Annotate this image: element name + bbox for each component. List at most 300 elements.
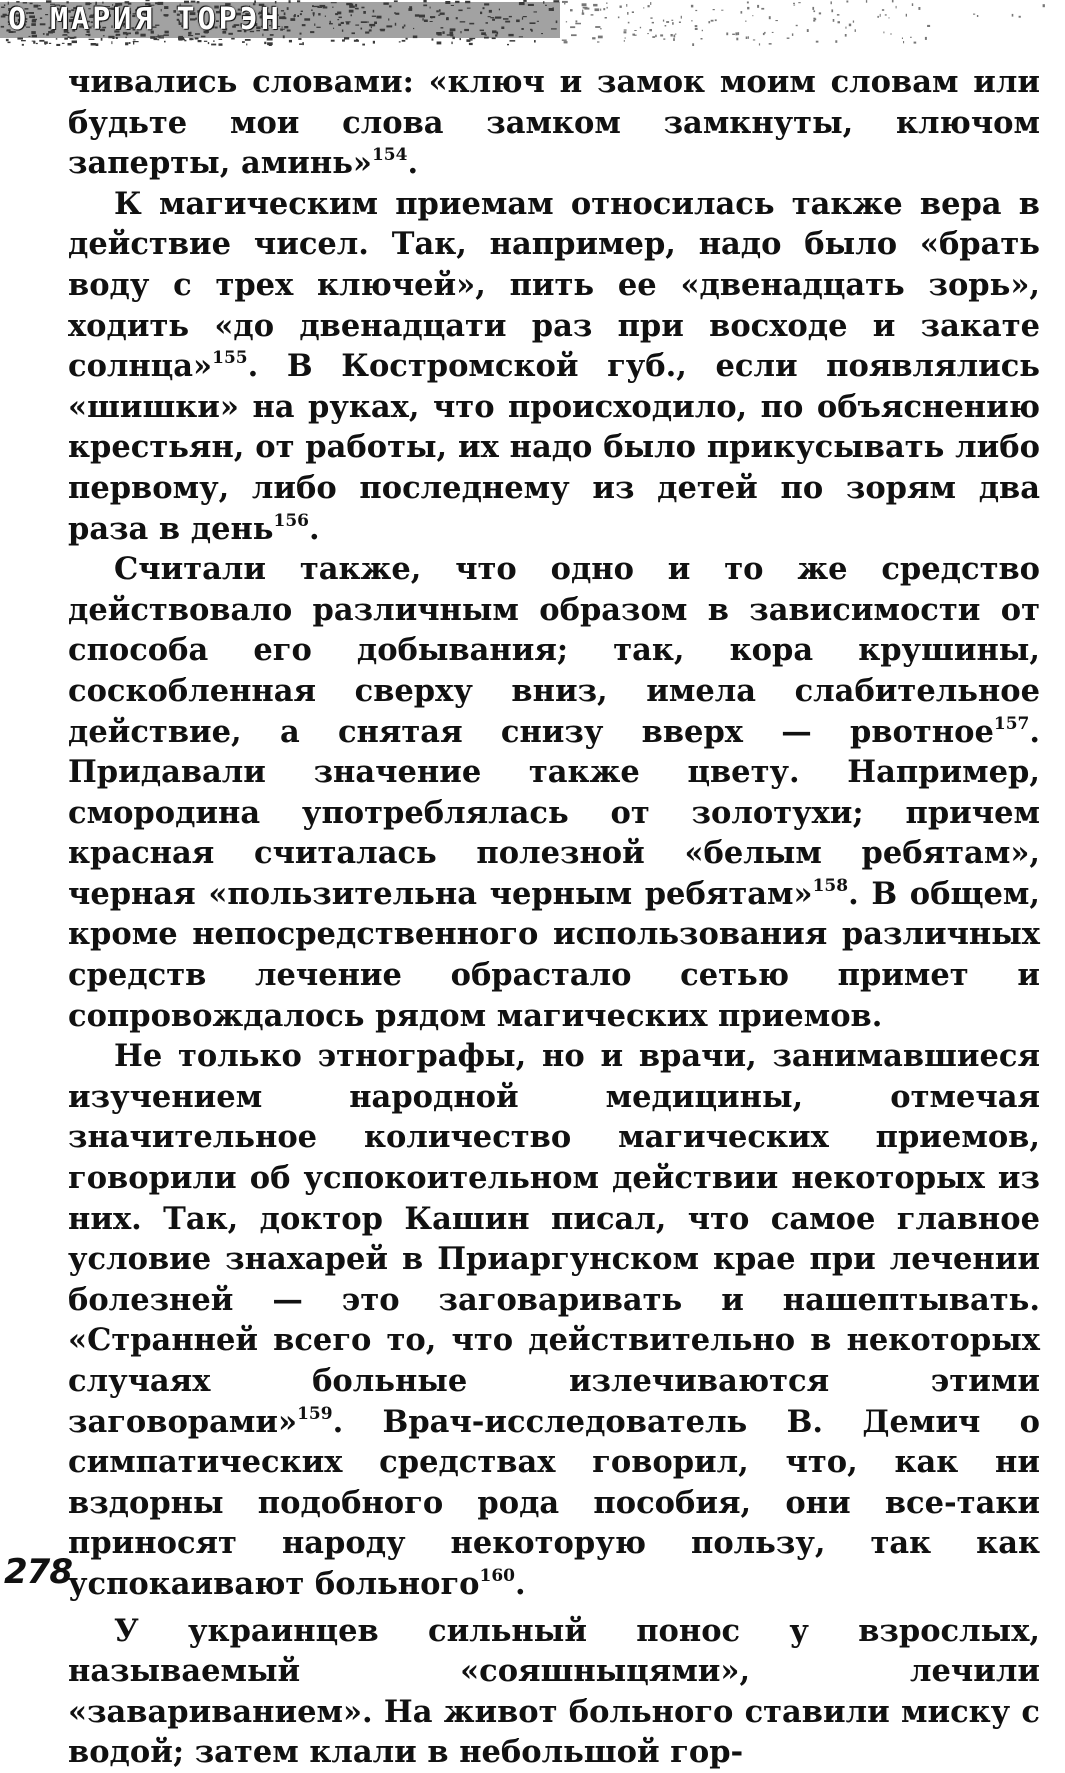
halftone-dot [68,43,72,46]
halftone-dot [469,38,475,39]
halftone-dot [430,16,435,18]
halftone-dot [289,0,291,3]
halftone-dot [365,32,369,34]
halftone-dot [761,8,764,10]
halftone-dot [634,30,636,31]
halftone-dot [450,28,456,31]
halftone-dot [377,16,382,19]
halftone-dot [439,9,441,11]
halftone-dot [537,21,539,22]
halftone-dot [552,9,554,11]
halftone-dot [775,20,778,21]
halftone-dot [882,9,884,11]
halftone-dot [301,11,303,12]
text-run: К магическим приемам относилась также вера в действие чисел. Так, например, надо было «брать воду с трех ключей», пить ее «двенадцать зорь», ходить «до двенадцати раз при восходе и закате солнца» [68,185,1040,385]
halftone-dot [467,8,471,9]
halftone-dot [486,22,489,24]
halftone-dot [62,43,65,44]
halftone-dot [386,25,392,27]
halftone-dot [671,34,673,37]
text-run: . Придавали значение также цвету. Например, смородина употреблялась от золотухи; причем красная считалась полезной «белым ребятам», черная «пользительна черным ребятам» [68,713,1040,912]
halftone-dot [545,5,547,6]
halftone-dot [485,35,487,36]
text-run: Не только этнографы, но и врачи, занимавшиеся изучением народной медицины, отмечая значительное количество магических приемов, говорили об успокоительном действии некоторых из них. Так, доктор Кашин писал, что самое главное условие знахарей в Приаргунском крае при лечении болезней — это заговаривать и нашептывать. «Странней всего то, что действительно в некоторых случаях больные излечиваются этими заговорами» [68,1038,1040,1440]
halftone-dot [22,44,24,46]
halftone-dot [342,30,343,32]
halftone-dot [394,0,398,2]
halftone-dot [600,9,601,11]
halftone-dot [208,42,209,44]
halftone-dot [466,39,470,42]
halftone-dot [480,12,482,15]
halftone-dot [297,0,300,2]
halftone-dot [349,10,354,13]
halftone-dot [903,41,904,43]
halftone-dot [523,0,526,2]
halftone-dot [423,0,426,2]
halftone-dot [483,7,485,9]
halftone-dot [49,43,51,44]
halftone-dot [445,1,450,4]
halftone-dot [332,7,333,8]
halftone-dot [640,27,641,29]
halftone-dot [495,17,501,19]
halftone-dot [56,44,60,46]
halftone-dot [437,42,442,45]
halftone-dot [413,36,418,39]
halftone-dot [96,43,99,46]
halftone-dot [607,7,608,9]
halftone-dot [333,28,334,29]
halftone-dot [883,32,884,34]
halftone-dot [133,42,134,45]
halftone-dot [675,33,676,34]
halftone-dot [91,43,96,46]
halftone-dot [300,33,302,35]
halftone-dot [655,35,657,37]
halftone-dot [287,7,289,10]
halftone-dot [423,5,427,7]
halftone-dot [164,41,166,43]
halftone-dot [484,3,489,5]
halftone-dot [845,27,846,29]
halftone-dot [509,16,512,17]
halftone-dot [314,6,320,7]
halftone-dot [715,19,717,21]
halftone-dot [422,18,423,20]
halftone-dot [36,43,38,44]
halftone-dot [339,17,342,19]
halftone-dot [880,14,881,17]
halftone-dot [632,11,634,13]
halftone-dot [1012,14,1014,17]
halftone-dot [374,22,377,25]
halftone-dot [313,12,315,14]
halftone-dot [325,16,326,17]
halftone-dot [819,12,821,14]
running-title: O МАРИЯ ТОРЭН [8,2,282,37]
halftone-dot [793,3,795,4]
halftone-dot [406,38,408,40]
footnote-ref: 157 [993,713,1030,734]
halftone-dot [355,4,357,7]
footnote-ref: 158 [812,875,849,896]
halftone-dot [721,10,723,11]
halftone-dot [508,34,513,36]
halftone-dot [701,38,703,40]
halftone-dot [741,11,743,14]
halftone-dot [566,21,567,22]
halftone-dot [383,3,388,5]
halftone-dot [643,7,644,8]
halftone-dot [492,19,495,21]
halftone-dot [298,38,301,40]
halftone-dot [349,6,355,8]
halftone-dot [618,17,620,19]
halftone-dot [380,29,385,32]
halftone-dot [184,40,186,42]
halftone-dot [570,9,573,11]
halftone-dot [835,40,837,43]
paragraph-5 [68,1611,1040,1773]
halftone-dot [44,41,48,44]
halftone-dot [488,16,491,17]
halftone-dot [597,41,599,42]
halftone-dot [323,6,328,8]
halftone-dot [522,17,523,20]
halftone-dot [516,20,520,23]
halftone-dot [507,44,509,45]
halftone-dot [450,32,454,35]
halftone-dot [625,37,626,38]
halftone-dot [695,28,698,30]
halftone-dot [576,20,578,22]
halftone-dot [441,27,444,28]
halftone-dot [746,37,748,40]
halftone-dot [354,40,359,42]
halftone-dot [927,25,930,27]
halftone-dot [352,32,356,34]
halftone-dot [310,31,314,33]
halftone-dot [813,19,815,21]
halftone-dot [564,41,568,43]
halftone-dot [663,20,664,22]
halftone-dot [351,14,353,16]
halftone-dot [430,7,431,9]
halftone-dot [624,31,627,33]
halftone-dot [330,21,331,24]
footnote-ref: 155 [212,348,248,369]
halftone-dot [606,3,607,4]
halftone-dot [408,8,412,11]
halftone-dot [499,9,500,11]
footnote-ref: 154 [371,145,408,166]
halftone-dot [764,32,766,34]
halftone-dot [702,30,703,31]
halftone-dot [204,41,207,42]
halftone-dot [977,15,978,17]
halftone-dot [772,32,774,33]
halftone-dot [833,19,835,22]
halftone-dot [242,41,245,43]
halftone-dot [551,28,557,29]
halftone-dot [460,31,461,33]
halftone-dot [624,40,625,42]
halftone-dot [575,23,581,25]
halftone-dot [692,43,694,46]
halftone-dot [284,26,288,28]
halftone-dot [711,20,714,22]
halftone-dot [355,25,359,26]
halftone-dot [906,14,907,17]
halftone-dot [582,13,585,15]
halftone-dot [451,5,454,6]
halftone-dot [603,8,605,10]
halftone-dot [892,0,894,2]
halftone-dot [816,41,819,43]
halftone-dot [748,36,749,39]
halftone-dot [896,6,897,8]
halftone-dot [759,43,760,45]
halftone-dot [674,35,676,38]
halftone-dot [591,14,594,15]
halftone-dot [213,40,214,42]
halftone-dot [436,32,442,35]
halftone-dot [530,22,536,24]
halftone-dot [424,20,428,23]
halftone-dot [890,34,892,35]
halftone-dot [299,43,302,45]
halftone-dot [543,1,544,4]
halftone-dot [372,16,376,17]
halftone-dot [807,29,809,32]
halftone-dot [595,8,600,11]
halftone-dot [395,23,396,26]
halftone-dot [918,7,920,10]
halftone-dot [469,23,474,25]
halftone-dot [501,27,504,30]
halftone-dot [866,0,867,3]
halftone-dot [246,44,247,46]
halftone-dot [465,1,470,3]
halftone-dot [373,41,375,44]
halftone-dot [373,10,375,13]
halftone-dot [489,10,492,13]
halftone-dot [650,2,651,5]
halftone-dot [436,10,439,12]
text-run: . [309,510,320,547]
halftone-dot [338,24,341,26]
halftone-dot [681,16,682,19]
halftone-dot [837,14,840,16]
halftone-dot [289,40,292,43]
halftone-dot [624,29,627,30]
text-run: У украинцев сильный понос у взрослых, называемый «сояшныцями», лечили «завариванием». На живот больного ставили миску с водой; затем клали в небольшой гор- [68,1612,1040,1771]
halftone-dot [1043,4,1045,7]
halftone-dot [492,37,496,39]
halftone-dot [369,29,371,30]
halftone-dot [914,42,917,44]
halftone-dot [314,24,315,26]
halftone-dot [845,34,847,37]
halftone-dot [562,40,567,41]
halftone-dot [752,15,753,16]
halftone-dot [521,28,523,30]
halftone-dot [812,7,814,10]
halftone-dot [888,17,889,18]
halftone-dot [331,2,337,3]
halftone-dot [831,9,833,12]
halftone-dot [650,17,652,18]
halftone-dot [853,21,854,23]
halftone-dot [647,33,649,34]
halftone-dot [584,8,589,10]
halftone-dot [318,13,320,15]
halftone-dot [713,9,715,10]
halftone-dot [337,12,341,15]
halftone-dot [361,28,363,30]
halftone-dot [846,1,848,3]
paragraph-4 [68,1036,1040,1604]
halftone-dot [371,27,372,29]
halftone-dot [389,5,391,7]
halftone-dot [648,5,650,7]
body-text [68,62,1040,1773]
halftone-dot [792,33,793,36]
text-run: . В общем, кроме непосредственного использования различных средств лечение обрастало сетью примет и сопровождалось рядом магических приемов. [68,875,1040,1034]
text-run: чивались словами: «ключ и замок моим словам или будьте мои слова замком замкнуты, ключом заперты, аминь» [68,64,1040,182]
halftone-dot [503,18,509,20]
halftone-dot [415,14,419,16]
halftone-dot [451,42,452,45]
halftone-dot [341,22,344,24]
halftone-dot [747,2,749,4]
halftone-dot [456,17,458,19]
halftone-dot [490,17,494,18]
halftone-dot [632,34,635,36]
halftone-dot [510,40,516,42]
halftone-dot [673,38,675,41]
halftone-dot [302,24,306,26]
halftone-dot [1,26,4,28]
halftone-dot [399,41,401,42]
footnote-ref: 159 [297,1403,333,1424]
halftone-dot [598,36,603,39]
halftone-dot [388,18,389,20]
halftone-dot [691,20,692,21]
halftone-dot [582,3,587,6]
halftone-dot [925,37,927,40]
halftone-dot [595,26,600,28]
halftone-dot [21,40,26,41]
text-run: . [407,145,419,182]
halftone-dot [395,13,399,15]
halftone-dot [369,24,375,26]
halftone-dot [282,17,286,19]
halftone-dot [264,42,266,44]
halftone-dot [300,13,302,15]
halftone-dot [219,43,223,45]
halftone-dot [404,25,406,27]
running-header [0,0,1065,46]
halftone-dot [442,31,444,34]
halftone-dot [363,11,366,14]
halftone-dot [877,16,879,18]
halftone-dot [1,7,5,9]
halftone-dot [769,16,771,19]
halftone-dot [455,1,459,3]
halftone-dot [600,28,602,29]
halftone-dot [497,32,499,35]
halftone-dot [492,30,497,33]
halftone-dot [316,27,320,28]
halftone-dot [649,29,652,31]
halftone-dot [345,21,350,22]
halftone-dot [198,40,202,42]
halftone-dot [283,35,285,38]
halftone-dot [361,7,364,9]
page-number: 278 [4,1552,72,1592]
halftone-dot [793,5,795,6]
halftone-dot [484,37,489,39]
halftone-dot [530,29,532,31]
halftone-dot [732,34,735,35]
halftone-dot [337,19,339,20]
halftone-dot [111,41,112,44]
halftone-dot [593,4,597,7]
halftone-dot [344,37,349,39]
halftone-dot [912,3,913,6]
halftone-dot [562,1,568,3]
halftone-dot [652,22,654,24]
footnote-ref: 160 [479,1565,516,1586]
halftone-dot [902,38,903,40]
halftone-dot [726,33,728,36]
halftone-dot [284,12,286,15]
halftone-dot [813,10,815,12]
halftone-dot [432,38,434,40]
halftone-dot [838,21,841,23]
halftone-dot [708,21,710,23]
halftone-dot [679,22,681,24]
halftone-dot [505,21,510,23]
halftone-dot [460,21,466,22]
halftone-dot [855,29,856,32]
halftone-dot [665,25,667,27]
halftone-dot [294,15,296,17]
halftone-dot [757,5,759,8]
text-run: . Врач-исследователь В. Демич о симпатических средствах говорил, что, как ни вздорны подобного рода пособия, они все-таки приносят народу некоторую пользу, так как успокаивают больного [68,1403,1040,1602]
halftone-dot [8,42,11,44]
halftone-dot [32,41,36,42]
halftone-dot [440,13,445,15]
halftone-dot [297,15,299,17]
halftone-dot [571,34,577,36]
halftone-dot [973,14,975,15]
halftone-dot [287,30,291,32]
halftone-dot [553,0,559,2]
halftone-dot [520,2,525,4]
paragraph-3 [68,549,1040,1036]
halftone-dot [753,39,755,40]
halftone-dot [620,6,622,8]
halftone-dot [553,7,554,9]
halftone-dot [304,18,310,20]
halftone-dot [1,16,6,18]
halftone-dot [361,21,367,23]
halftone-dot [413,28,414,29]
halftone-dot [672,22,674,25]
